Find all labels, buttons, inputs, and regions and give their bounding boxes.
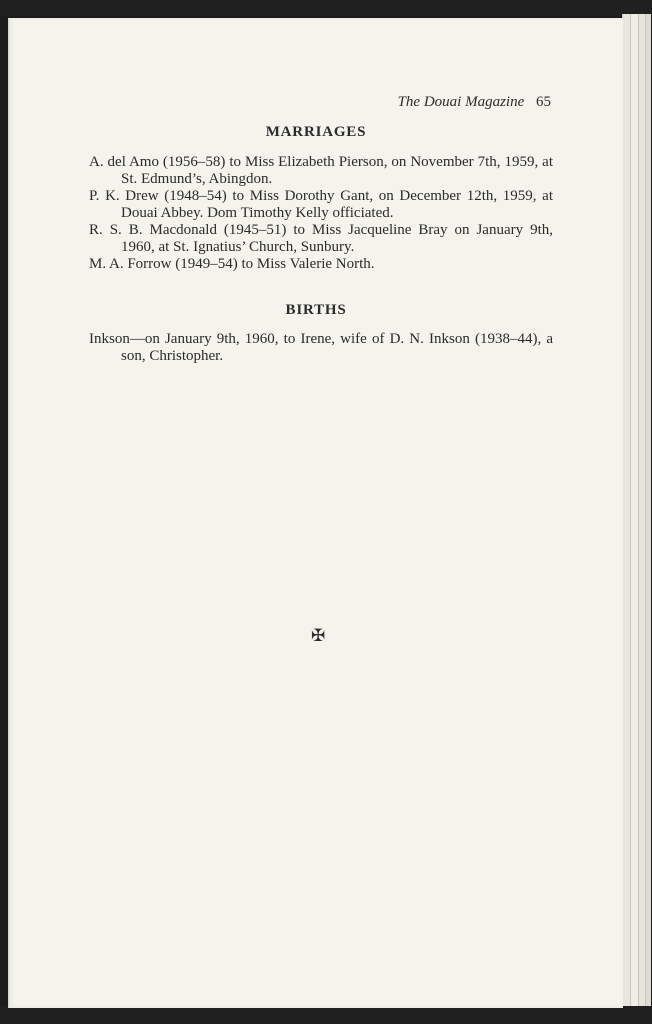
births-heading: BIRTHS [285, 302, 347, 318]
marriage-entry: P. K. Drew (1948–54) to Miss Dorothy Gant, on December 12th, 1959, at Douai Abbey. Dom Timothy Kelly officiated. [89, 188, 553, 221]
marriage-entry: M. A. Forrow (1949–54) to Miss Valerie North. [89, 256, 375, 272]
birth-entry: Inkson—on January 9th, 1960, to Irene, wife of D. N. Inkson (1938–44), a son, Christopher. [89, 331, 553, 364]
book-frame-top [0, 0, 652, 16]
book-page [8, 18, 623, 1008]
magazine-title: The Douai Magazine [397, 94, 525, 110]
births-list [89, 331, 553, 365]
page-number: 65 [536, 94, 551, 110]
marriages-list [89, 154, 553, 273]
page-edge [645, 14, 651, 1010]
marriages-heading: MARRIAGES [265, 124, 367, 140]
book-frame-bottom [0, 1006, 652, 1024]
running-head [339, 94, 551, 111]
marriage-entry: R. S. B. Macdonald (1945–51) to Miss Jacqueline Bray on January 9th, 1960, at St. Ignatius’ Church, Sunbury. [89, 222, 553, 255]
marriage-entry: A. del Amo (1956–58) to Miss Elizabeth Pierson, on November 7th, 1959, at St. Edmund’s, Abingdon. [89, 154, 553, 187]
cross-pattee-icon: ✠ [311, 626, 326, 645]
